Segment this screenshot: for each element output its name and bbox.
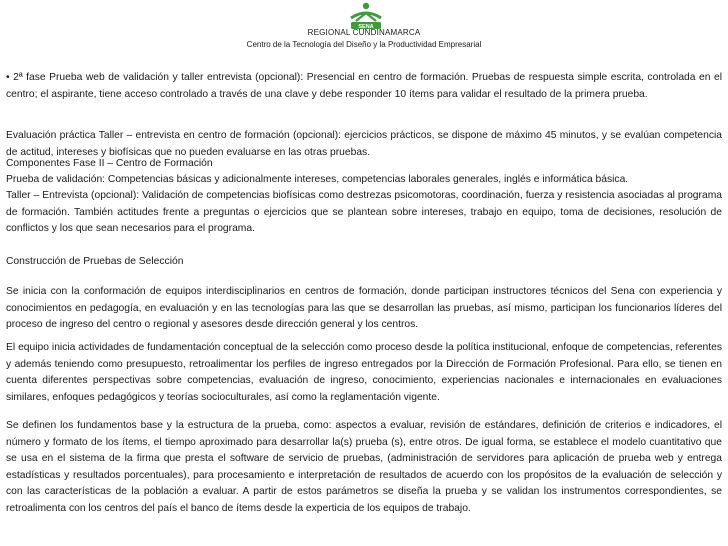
paragraph-phase2: • 2ª fase Prueba web de validación y taller entrevista (opcional): Presencial en centro de formación. Pruebas de respuesta simple escrita, controlada en el centro; el aspirante, tiene acceso controlado a través de una clave y debe responder 10 ítems para validar el resultado de la primera prueba.: [6, 72, 722, 100]
header-center: Centro de la Tecnología del Diseño y la Productividad Empresarial: [246, 40, 482, 49]
paragraph-construction: Se inicia con la conformación de equipos interdisciplinarios en centros de formación, donde participan instructores técnicos del Sena con experiencia y conocimientos en pedagogía, en evaluación y en las tecnologías para las que se desarrollan las pruebas, así mismo, participan los funcionarios líderes del proceso de ingreso del centro o regional y asesores desde dirección general y los centros.: [6, 286, 722, 330]
paragraph-fundamentals: Se definen los fundamentos base y la estructura de la prueba, como: aspectos a evaluar, revisión de estándares, definición de criterios e indicadores, el número y formato de los ítems, el tiempo aproximado para desarrollar la(s) prueba (s), entre otros. De igual forma, se establece el modelo cuantitativo que se usa en el sistema de la firma que presta el software de servicio de pruebas, (administración de servidores para aplicación de prueba web y entrega estadísticas y resultados porcentuales), para procesamiento e interpretación de resultados de acuerdo con los propósitos de la evaluación de selección y con las características de la población a evaluar. A partir de estos parámetros se diseña la prueba y se validan los instrumentos correspondientes, se retroalimenta con los centros del país el banco de ítems desde la experticia de los equipos de trabajo.: [6, 420, 722, 514]
construction-title: Construcción de Pruebas de Selección: [6, 256, 184, 267]
sena-logo-text: SENA: [358, 23, 374, 30]
header-regional: REGIONAL CUNDINAMARCA: [307, 28, 421, 37]
paragraph-team: El equipo inicia actividades de fundamentación conceptual de la selección como proceso desde la política institucional, enfoque de competencias, referentes y además teniendo como presupuesto, retroalimentar los perfiles de ingreso entregados por la Dirección de Formación Profesional. Para ello, se tienen en cuenta diferentes perspectivas sobre competencias, evaluación de ingreso, conocimiento, experiencias nacionales e internacionales en evaluaciones similares, enfoques pedagógicos y teorías socioculturales, así como la reglamentación vigente.: [6, 342, 722, 403]
paragraph-practical: Evaluación práctica Taller – entrevista en centro de formación (opcional): ejercicios prácticos, se dispone de máximo 45 minutos, y se evalúan competencia de actitud, intereses y biofísicas que no pueden evaluarse en las otras pruebas.: [6, 130, 722, 158]
paragraph-workshop: Taller – Entrevista (opcional): Validación de competencias biofísicas como destrezas psicomotoras, coordinación, fuerza y resistencia asociadas al programa de formación. También actitudes frente a preguntas o ejercicios que se plantean sobre intereses, trabajo en equipo, toma de decisiones, resolución de conflictos y los que sean necesarios para el programa.: [6, 190, 722, 234]
components-title: Componentes Fase II – Centro de Formación: [6, 158, 213, 169]
paragraph-validation: Prueba de validación: Competencias básicas y adicionalmente intereses, competencias laborales generales, inglés e informática básica.: [6, 174, 629, 185]
sena-logo: [345, 2, 387, 30]
